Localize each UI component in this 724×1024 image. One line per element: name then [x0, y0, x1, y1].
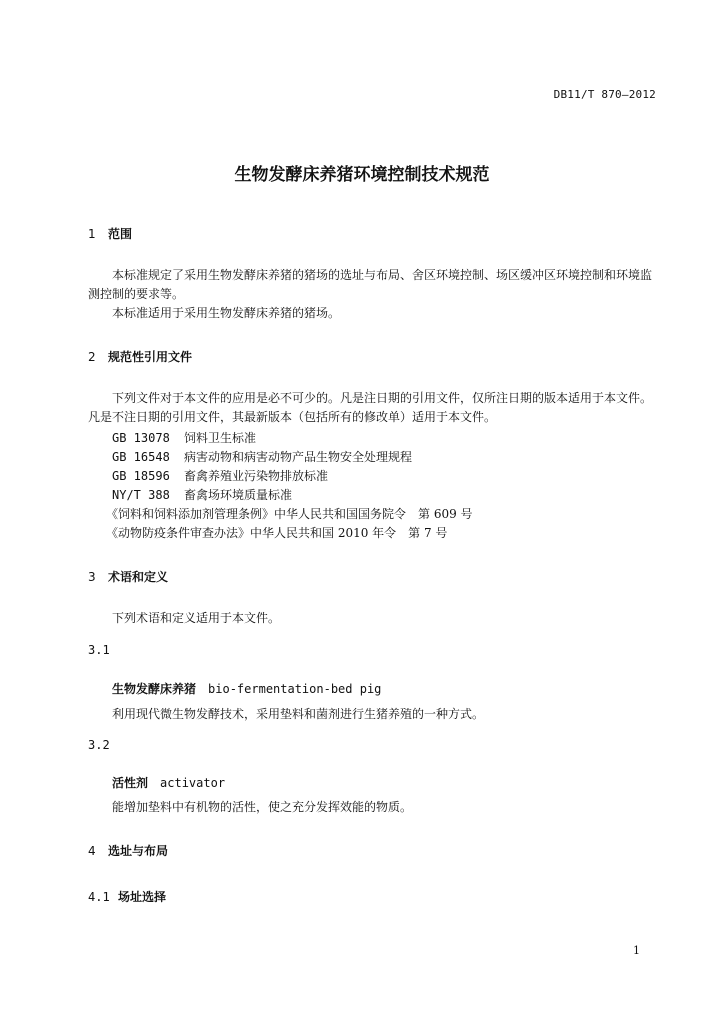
- term-number: 3.2: [88, 738, 110, 752]
- scope-paragraph-1: 本标准规定了采用生物发酵床养猪的猪场的选址与布局、舍区环境控制、场区缓冲区环境控制和环境监测控制的要求等。: [88, 268, 653, 301]
- term-number: 3.1: [88, 643, 110, 657]
- section-number: 2: [88, 350, 96, 364]
- reference-title: 饲料卫生标准: [184, 431, 257, 445]
- reference-item: [112, 448, 412, 465]
- subsection-number: 4.1: [88, 890, 110, 904]
- section-number: 4: [88, 844, 96, 858]
- reference-title: 病害动物和病害动物产品生物安全处理规程: [184, 450, 413, 464]
- section-title: 术语和定义: [108, 570, 169, 584]
- reference-title: 畜禽养殖业污染物排放标准: [184, 469, 329, 483]
- section-2-heading: [88, 348, 192, 365]
- section-number: 3: [88, 570, 96, 584]
- reference-code: GB 13078: [112, 431, 170, 445]
- section-title: 规范性引用文件: [108, 350, 193, 364]
- reference-title: 畜禽场环境质量标准: [184, 488, 293, 502]
- subsection-4-1-heading: [88, 888, 166, 905]
- subsection-title: 场址选择: [118, 890, 167, 904]
- reference-item: [112, 467, 328, 484]
- document-code: DB11/T 870—2012: [553, 88, 656, 101]
- section-number: 1: [88, 227, 96, 241]
- section-title: 范围: [108, 227, 133, 241]
- section-3-heading: [88, 568, 168, 585]
- term-chinese: 活性剂: [112, 776, 149, 790]
- reference-code: GB 16548: [112, 450, 170, 464]
- reference-item: [112, 429, 256, 446]
- scope-paragraph-2: 本标准适用于采用生物发酵床养猪的猪场。: [112, 306, 341, 320]
- term-entry: [112, 680, 381, 697]
- section-1-heading: [88, 225, 132, 242]
- reference-code: GB 18596: [112, 469, 170, 483]
- terms-intro: 下列术语和定义适用于本文件。: [112, 611, 281, 625]
- section-4-heading: [88, 842, 168, 859]
- section-title: 选址与布局: [108, 844, 169, 858]
- reference-item: [112, 486, 292, 503]
- page-number: 1: [633, 944, 640, 957]
- regulation-item: 《动物防疫条件审查办法》中华人民共和国 2010 年令 第 7 号: [106, 526, 448, 540]
- term-entry: [112, 774, 225, 791]
- term-english: activator: [160, 776, 226, 790]
- term-chinese: 生物发酵床养猪: [112, 682, 197, 696]
- page-title: 生物发酵床养猪环境控制技术规范: [234, 165, 490, 185]
- term-english: bio-fermentation-bed pig: [208, 682, 382, 696]
- regulation-item: 《饲料和饲料添加剂管理条例》中华人民共和国国务院令 第 609 号: [106, 507, 473, 521]
- term-definition: 利用现代微生物发酵技术，采用垫料和菌剂进行生猪养殖的一种方式。: [112, 707, 485, 721]
- term-definition: 能增加垫料中有机物的活性，使之充分发挥效能的物质。: [112, 800, 413, 814]
- references-intro: 下列文件对于本文件的应用是必不可少的。凡是注日期的引用文件，仅所注日期的版本适用于本文件。凡是不注日期的引用文件，其最新版本（包括所有的修改单）适用于本文件。: [88, 391, 653, 424]
- reference-code: NY/T 388: [112, 488, 170, 502]
